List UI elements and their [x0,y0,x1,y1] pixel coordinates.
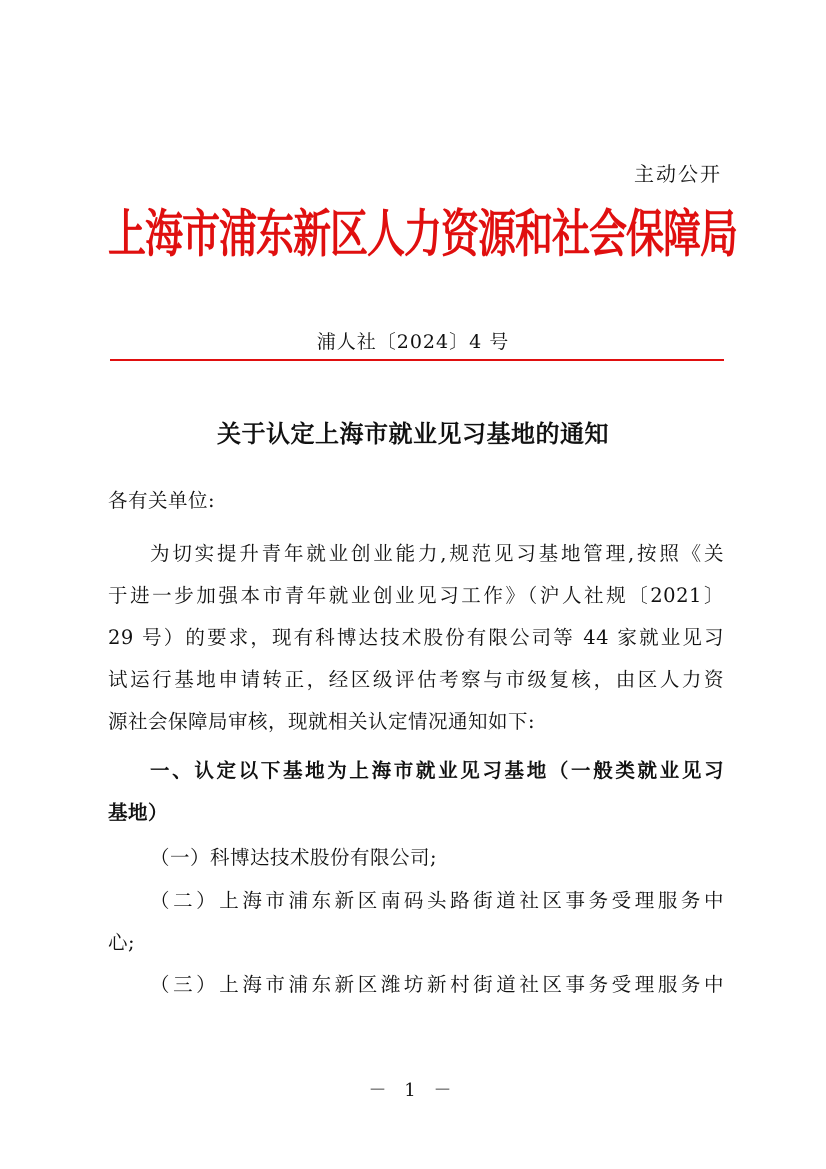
disclosure-label: 主动公开 [634,162,722,186]
paragraph-line: 29 号）的要求，现有科博达技术股份有限公司等 44 家就业见习 [108,626,724,649]
paragraph-line: 于进一步加强本市青年就业创业见习工作》（沪人社规〔2021〕 [108,584,724,607]
document-title: 关于认定上海市就业见习基地的通知 [217,419,609,448]
salutation: 各有关单位: [108,489,216,512]
section-heading: 基地） [108,801,169,824]
section-heading: 一、认定以下基地为上海市就业见习基地（一般类就业见习 [150,759,724,782]
page-number: － 1 － [368,1080,458,1101]
paragraph-line: 源社会保障局审核，现就相关认定情况通知如下: [108,710,536,733]
paragraph-line: 为切实提升青年就业创业能力,规范见习基地管理,按照《关 [150,542,724,565]
list-item: 心; [108,931,136,954]
document-number: 浦人社〔2024〕4 号 [316,331,510,353]
agency-name-header: 上海市浦东新区人力资源和社会保障局 [108,204,738,264]
list-item: （二）上海市浦东新区南码头路街道社区事务受理服务中 [150,889,724,912]
list-item: （一）科博达技术股份有限公司; [150,846,438,869]
paragraph-line: 试运行基地申请转正，经区级评估考察与市级复核，由区人力资 [108,668,724,691]
red-divider-line [110,359,724,361]
list-item: （三）上海市浦东新区潍坊新村街道社区事务受理服务中 [150,973,724,996]
